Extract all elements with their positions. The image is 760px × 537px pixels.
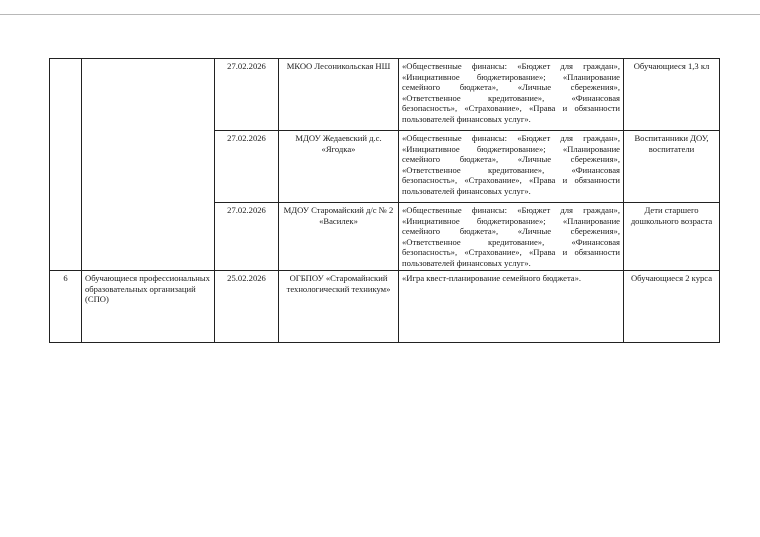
audience: Дети старшего дошкольного возраста [624,203,720,271]
organization: МКОО Лесоникольская НШ [279,59,399,131]
event-topic: «Общественные финансы: «Бюджет для граждан», «Инициативное бюджетирование»; «Планирование семейного бюджета», «Личные сбережения», «Ответственное кредитование», «Финансовая безопасность», «Страхование», «Права и обязанности пользователей финансовых услуг». [399,59,624,131]
event-date: 25.02.2026 [215,271,279,343]
table-row [50,271,720,343]
event-date: 27.02.2026 [215,131,279,203]
event-topic: «Игра квест-планирование семейного бюджета». [399,271,624,343]
event-topic: «Общественные финансы: «Бюджет для граждан», «Инициативное бюджетирование»; «Планирование семейного бюджета», «Личные сбережения», «Ответственное кредитование», «Финансовая безопасность», «Страхование», «Права и обязанности пользователей финансовых услуг». [399,131,624,203]
events-table [49,58,720,343]
event-topic: «Общественные финансы: «Бюджет для граждан», «Инициативное бюджетирование»; «Планирование семейного бюджета», «Личные сбережения», «Ответственное кредитование», «Финансовая безопасность», «Страхование», «Права и обязанности пользователей финансовых услуг». [399,203,624,271]
audience: Обучающиеся 1,3 кл [624,59,720,131]
event-date: 27.02.2026 [215,59,279,131]
row-number [50,59,82,271]
organization: МДОУ Жедаевский д.с. «Ягодка» [279,131,399,203]
organization: МДОУ Старомайский д/с № 2 «Василек» [279,203,399,271]
event-date: 27.02.2026 [215,203,279,271]
target-group [82,59,215,271]
page-top-rule [0,14,760,15]
target-group: Обучающиеся профессиональных образовательных организаций (СПО) [82,271,215,343]
row-number: 6 [50,271,82,343]
table-row [50,59,720,131]
audience: Воспитанники ДОУ, воспитатели [624,131,720,203]
organization: ОГБПОУ «Старомайнский технологический техникум» [279,271,399,343]
audience: Обучающиеся 2 курса [624,271,720,343]
